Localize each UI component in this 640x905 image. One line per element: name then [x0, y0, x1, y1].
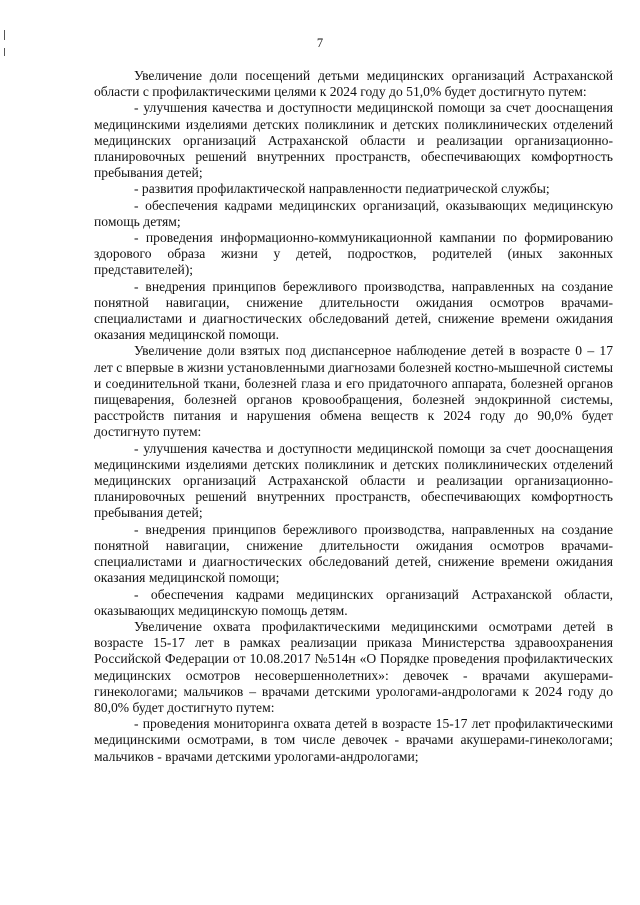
paragraph-intro-visits: Увеличение доли посещений детьми медицинских организаций Астраханской области с профилактическими целями к 2024 году до 51,0% будет достигнуто путем: — [94, 68, 613, 100]
list-item: - улучшения качества и доступности медицинской помощи за счет дооснащения медицинскими изделиями детских поликлиник и детских поликлинических отделений медицинских организаций Астраханской области и реализации организационно-планировочных решений внутренних пространств, обеспечивающих комфортность пребывания детей; — [94, 100, 613, 181]
list-item: - улучшения качества и доступности медицинской помощи за счет дооснащения медицинскими изделиями детских поликлиник и детских поликлинических отделений медицинских организаций Астраханской области и реализации организационно-планировочных решений внутренних пространств, обеспечивающих комфортность пребывания детей; — [94, 440, 613, 521]
list-item: - внедрения принципов бережливого производства, направленных на создание понятной навигации, снижение длительности ожидания осмотров врачами-специалистами и диагностических обследований детей, снижение времени ожидания оказания медицинской помощи; — [94, 521, 613, 586]
list-item: - внедрения принципов бережливого производства, направленных на создание понятной навигации, снижение длительности ожидания осмотров врачами-специалистами и диагностических обследований детей, снижение времени ожидания оказания медицинской помощи. — [94, 278, 613, 343]
list-item: - развития профилактической направленности педиатрической службы; — [134, 181, 550, 197]
paragraph-intro-dispensary: Увеличение доли взятых под диспансерное наблюдение детей в возрасте 0 – 17 лет с впервые в жизни установленными диагнозами болезней костно-мышечной системы и соединительной ткани, болезней глаза и его придаточного аппарата, болезней органов пищеварения, болезней органов кровообращения, болезней эндокринной системы, расстройств питания и нарушения обмена веществ к 2024 году до 90,0% будет достигнуто путем: — [94, 343, 613, 440]
page-number: 7 — [316, 36, 324, 50]
list-item: - проведения мониторинга охвата детей в возрасте 15-17 лет профилактическими медицинскими осмотрами, в том числе девочек - врачами акушерами-гинекологами; мальчиков - врачами детскими урологами-андрологами; — [94, 716, 613, 764]
list-item: - проведения информационно-коммуникационной кампании по формированию здорового образа жизни у детей, подростков, родителей (иных законных представителей); — [94, 230, 613, 278]
document-body — [94, 68, 613, 765]
paragraph-intro-checkups: Увеличение охвата профилактическими медицинскими осмотрами детей в возрасте 15-17 лет в рамках реализации приказа Министерства здравоохранения Российской Федерации от 10.08.2017 №514н «О Порядке проведения профилактических медицинских осмотров несовершеннолетних»: девочек - врачами акушерами-гинекологами; мальчиков – врачами детскими урологами-андрологами к 2024 году до 80,0% будет достигнуто путем: — [94, 618, 613, 715]
list-item: - обеспечения кадрами медицинских организаций, оказывающих медицинскую помощь детям; — [94, 197, 613, 229]
list-item: - обеспечения кадрами медицинских организаций Астраханской области, оказывающих медицинскую помощь детям. — [94, 586, 613, 618]
